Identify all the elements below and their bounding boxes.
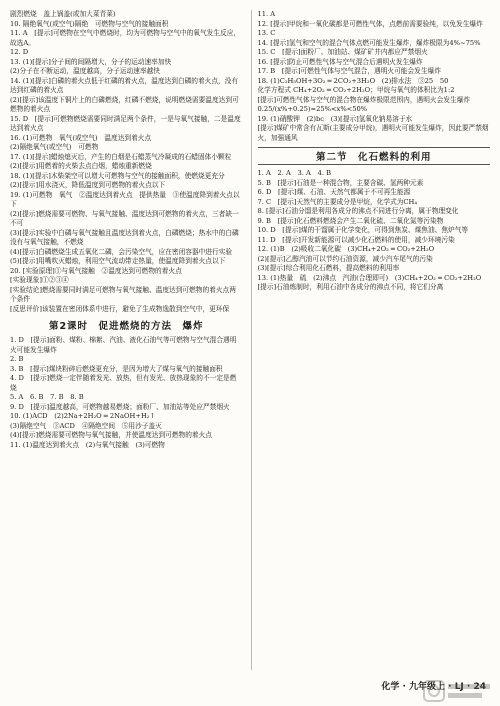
right-answers-after	[258, 169, 491, 293]
answer-line: (3)[提示]综合利用化石燃料，提高燃料的利用率	[257, 264, 400, 272]
answer-line: 13. C	[257, 29, 276, 37]
answer-line: 5. B [提示]石油是一种混合物，主要含碳、氢两种元素	[257, 178, 424, 187]
right-answers	[258, 10, 491, 143]
answer-line: 17. B [提示]可燃性气体与空气混合，遇明火可能会发生爆炸	[257, 67, 441, 75]
answer-line: (2)[提示]该温度下铜片上的白磷燃烧，红磷不燃烧，说明燃烧需要温度达到可燃物的着火点	[10, 95, 239, 113]
answer-line: 16. (1)可燃物 氧气(或空气) 温度达到着火点	[10, 133, 152, 142]
answer-line: 15. D [提示]可燃物燃烧需要同时满足两个条件，一是与氧气接触，二是温度达到着火点	[10, 114, 241, 132]
section-title: 第2课时 促进燃烧的方法 爆炸	[48, 321, 204, 332]
answer-line: 12. D	[10, 48, 29, 56]
left-answers	[10, 10, 243, 314]
answer-line: [提示]可燃性气体与空气的混合物在爆炸极限范围内，遇明火会发生爆炸	[257, 95, 471, 104]
answer-line: 13. (1)热量 硫 (2)沸点 汽油(合理即可) (3)CH₄+2O₂ ═ CO₂+2H₂O	[257, 273, 482, 282]
answer-line: 11. A	[257, 10, 276, 18]
answer-line: 4. D [提示]燃烧一定伴随着发光、放热，但有发光、放热现象的不一定是燃烧	[10, 374, 237, 392]
answer-line: 10. 隔绝氧气(或空气)隔绝 可燃物与空气的接触面积	[10, 19, 169, 28]
answer-line: 剧烈燃烧 盖上锅盖(或加大菜青菜)	[10, 10, 116, 18]
answer-line: 19. (1)可燃物 氧气 ②温度达到着火点 提供热量 ③使温度降到着火点以下	[10, 190, 240, 208]
left-answers-after	[10, 336, 243, 450]
answer-line: (4)[提示]燃烧需要可燃物与氧气接触，并使温度达到可燃物的着火点	[10, 431, 212, 439]
answer-line: 6. D [提示]煤、石油、天然气都属于不可再生能源	[257, 188, 411, 196]
answer-line: 2. B	[10, 355, 24, 363]
answer-line: [反思评价]该装置在密闭体系中进行，避免了生成物逸散到空气中，更环保	[10, 304, 230, 313]
answer-line: 7. C [提示]天然气的主要成分是甲烷，化学式为CH₄	[257, 197, 418, 206]
watermark-logo-icon	[422, 678, 494, 704]
answer-line: (2)[提示]用燃着的火柴去点白烟，蜡烛重新燃烧	[10, 162, 152, 170]
answer-line: 19. (1)硝酸钾 (2)bc (3)[提示]氢氧化钠易溶于水	[257, 114, 413, 123]
left-column	[10, 10, 243, 670]
answer-line: 17. (1)[提示]蜡烛熄灭后，产生的白烟是石蜡蒸气冷凝成的石蜡固体小颗粒	[10, 152, 232, 161]
answer-line: 11. D [提示]开发新能源可以减少化石燃料的使用，减少环境污染	[257, 235, 455, 244]
answer-line: 0.25/(x%+0.25)=25%<x%<50%	[257, 105, 368, 113]
answer-columns	[10, 10, 490, 670]
answer-line: 9. D [提示]温度越高，可燃物越易燃烧；面粉厂、加油站等处应严禁烟火	[10, 402, 230, 411]
right-column	[251, 10, 491, 670]
answer-line: 20. [实验原理]①与氧气接触 ②温度达到可燃物的着火点	[10, 266, 182, 275]
answer-line: 11. A [提示]可燃物在空气中燃烧时，均为可燃物与空气中的氧气发生反应，故选A。	[10, 29, 241, 47]
answer-line: 9. B [提示]化石燃料燃烧会产生二氧化硫、二氧化氮等污染物	[257, 216, 444, 225]
answer-line: 14. [提示]氢气和空气的混合气体点燃可能发生爆炸，爆炸极限为4%~75%	[257, 38, 481, 47]
answer-line: (2)[提示]用水浇灭，降低温度到可燃物的着火点以下	[10, 181, 166, 189]
answer-line: 15. C [提示]面粉厂、加油站、煤矿矿井内都应严禁烟火	[257, 48, 428, 56]
answer-line: (5)[提示]用嘴吹灭蜡烛，利用空气流动带走热量，使温度降到着火点以下	[10, 257, 226, 265]
answer-line: (2)隔绝氧气(或空气) 可燃物	[10, 143, 99, 151]
answer-line: [实验结论]燃烧需要同时满足可燃物与氧气接触、温度达到可燃物的着火点两个条件	[10, 285, 236, 303]
answer-line: 16. [提示]防止可燃性气体与空气混合后遇明火发生爆炸	[257, 57, 423, 66]
answer-line: 12. [提示]甲烷和一氧化碳都是可燃性气体，点燃前需要验纯，以免发生爆炸	[257, 19, 483, 28]
answer-line: (2)[提示]燃烧需要可燃物、与氧气接触、温度达到可燃物的着火点，三者缺一不可	[10, 209, 239, 227]
page-footer: 化学 · 九年级上 · LJ · 24	[381, 682, 486, 692]
answer-line: (3)隔绝空气 ③ACD ④隔绝空间 ⑤用沙子盖灭	[10, 421, 162, 430]
answer-line: 14. (1)[提示]白磷的着火点低于红磷的着火点，温度达到白磷的着火点，没有达到红磷的着火点	[10, 76, 239, 94]
answer-line: [提示]石油炼制时，利用石油中各成分的沸点不同，将它们分离	[257, 283, 444, 291]
answer-line: 1. D [提示]面粉、煤粉、棉絮、汽油、液化石油气等可燃物与空气混合遇明火可能发生爆炸	[10, 336, 237, 354]
answer-line: 10. D [提示]煤的干馏属于化学变化，可得到焦炭、煤焦油、焦炉气等	[257, 226, 469, 234]
answer-line: 13. (1)[提示]分子间的间隔增大，分子的运动速率加快	[10, 57, 172, 66]
answer-line: 8. [提示]石油分馏是利用各成分的沸点不同进行分离，属于物理变化	[257, 207, 459, 215]
answer-line: 化学方程式 CH₄+2O₂ ═ CO₂+2H₂O；甲烷与氧气的体积比为1:2	[257, 86, 455, 94]
answer-line: 18. (1)[提示]木柴架空可以增大可燃物与空气的接触面积，使燃烧更充分	[10, 171, 225, 180]
answer-line: (2)[提示]乙醇汽油可以节约石油资源，减少汽车尾气的污染	[257, 254, 433, 263]
answer-line: (4)[提示]白磷燃烧生成五氧化二磷，会污染空气，应在密闭容器中进行实验	[10, 247, 233, 256]
answer-line: [提示]煤矿中常含有瓦斯(主要成分甲烷)，遇明火可能发生爆炸，因此要严禁烟火，加强通风	[257, 124, 489, 142]
answer-line: 1. A 2. A 3. A 4. B	[257, 169, 331, 177]
answer-line: [实验现象]①②③④	[10, 276, 69, 284]
answer-line: 11. (1)温度达到着火点 (2)与氧气接触 (3)可燃物	[10, 440, 165, 449]
answer-line: 10. (1)ACD (2)2Na+2H₂O ═ 2NaOH+H₂↑	[10, 412, 156, 420]
answer-line: 3. B [提示]煤块粉碎后燃烧更充分，是因为增大了煤与氧气的接触面积	[10, 364, 223, 373]
answer-line: 18. (1)C₂H₅OH+3O₂ ═ 2CO₂+3H₂O (2)排水法 ③25 50	[257, 76, 449, 85]
answer-line: (2)分子在不断运动，温度越高，分子运动速率越快	[10, 67, 160, 75]
answer-line: (3)[提示]实验中白磷与氧气接触且温度达到着火点，白磷燃烧；热水中的白磷没有与氧气接触，不燃烧	[10, 228, 239, 246]
answer-line: 5. A 6. B 7. B 8. B	[10, 393, 84, 401]
right-section-title: 第二节 化石燃料的利用	[258, 147, 491, 165]
answer-line: 12. (1)B (2)吸收二氧化碳 (3)CH₄+2O₂ ═ CO₂+2H₂O	[257, 245, 435, 253]
